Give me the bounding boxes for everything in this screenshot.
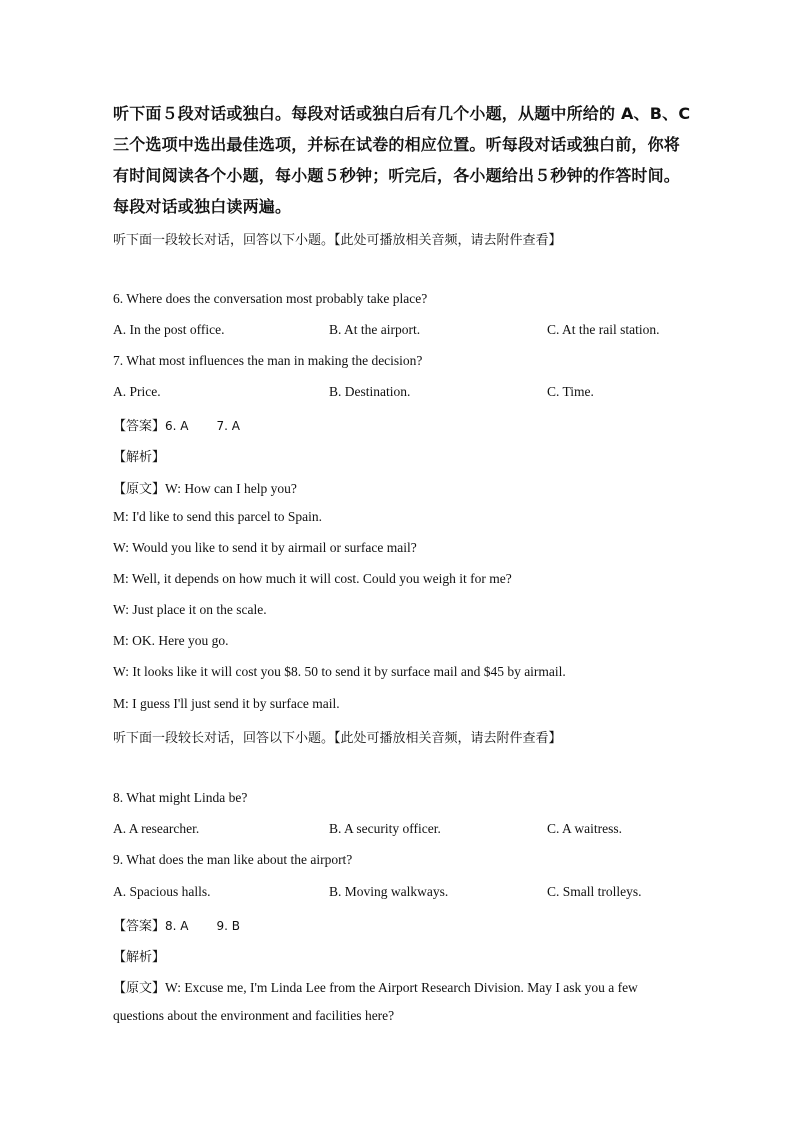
answer-row-2 bbox=[113, 915, 240, 934]
intro-line-2: 三个选项中选出最佳选项，并标在试卷的相应位置。听每段对话或独白前，你将 bbox=[113, 135, 681, 154]
q9-option-c: C. Small trolleys. bbox=[547, 884, 642, 899]
answer-8: 8. A bbox=[165, 919, 189, 933]
section2-instruction: 听下面一段较长对话，回答以下小题。【此处可播放相关音频，请去附件查看】 bbox=[113, 731, 562, 746]
answer-6: 6. A bbox=[165, 419, 189, 433]
q6-option-a: A. In the post office. bbox=[113, 322, 225, 337]
intro-line-3: 有时间阅读各个小题，每小题５秒钟；听完后，各小题给出５秒钟的作答时间。 bbox=[113, 166, 681, 185]
question-6: 6. Where does the conversation most probably take place? bbox=[113, 291, 428, 306]
q7-option-a: A. Price. bbox=[113, 384, 161, 399]
dialogue1-line-3: W: Would you like to send it by airmail or surface mail? bbox=[113, 540, 417, 555]
q8-option-a: A. A researcher. bbox=[113, 821, 200, 836]
dialogue1-line-2: M: I'd like to send this parcel to Spain. bbox=[113, 509, 323, 524]
q6-option-b: B. At the airport. bbox=[329, 322, 421, 337]
q7-option-c: C. Time. bbox=[547, 384, 594, 399]
intro-line-1: 听下面５段对话或独白。每段对话或独白后有几个小题，从题中所给的 A、B、C bbox=[113, 104, 691, 123]
intro-line-4: 每段对话或独白读两遍。 bbox=[113, 197, 292, 216]
q8-option-c: C. A waitress. bbox=[547, 821, 623, 836]
answer-9: 9. B bbox=[216, 919, 240, 933]
dialogue1-line-8: M: I guess I'll just send it by surface mail. bbox=[113, 696, 340, 711]
answer-label: 【答案】 bbox=[113, 419, 166, 434]
q9-option-a: A. Spacious halls. bbox=[113, 884, 211, 899]
q7-option-b: B. Destination. bbox=[329, 384, 411, 399]
dialogue1-line-4: M: Well, it depends on how much it will cost. Could you weigh it for me? bbox=[113, 571, 512, 586]
q8-option-b: B. A security officer. bbox=[329, 821, 441, 836]
section1-instruction: 听下面一段较长对话，回答以下小题。【此处可播放相关音频，请去附件查看】 bbox=[113, 233, 562, 248]
question-9: 9. What does the man like about the airport? bbox=[113, 852, 353, 867]
q9-option-b: B. Moving walkways. bbox=[329, 884, 449, 899]
q6-option-c: C. At the rail station. bbox=[547, 322, 660, 337]
answer-label: 【答案】 bbox=[113, 919, 166, 934]
analysis-label-2: 【解析】 bbox=[113, 950, 166, 965]
analysis-label-1: 【解析】 bbox=[113, 450, 166, 465]
answer-7: 7. A bbox=[216, 419, 240, 433]
dialogue1-line-6: M: OK. Here you go. bbox=[113, 633, 229, 648]
dialogue1-line-7: W: It looks like it will cost you $8. 50 to send it by surface mail and $45 by airmail. bbox=[113, 664, 566, 679]
dialogue2-line-1: 【原文】W: Excuse me, I'm Linda Lee from the Airport Research Division. May I ask you a few bbox=[113, 980, 638, 996]
answer-row-1 bbox=[113, 415, 240, 434]
dialogue1-line-5: W: Just place it on the scale. bbox=[113, 602, 267, 617]
original-label: 【原文】 bbox=[113, 482, 166, 497]
question-7: 7. What most influences the man in making the decision? bbox=[113, 353, 423, 368]
dialogue2-line-2: questions about the environment and facilities here? bbox=[113, 1008, 395, 1023]
question-8: 8. What might Linda be? bbox=[113, 790, 248, 805]
original-label: 【原文】 bbox=[113, 981, 166, 996]
dialogue1-line-1: 【原文】W: How can I help you? bbox=[113, 481, 297, 497]
